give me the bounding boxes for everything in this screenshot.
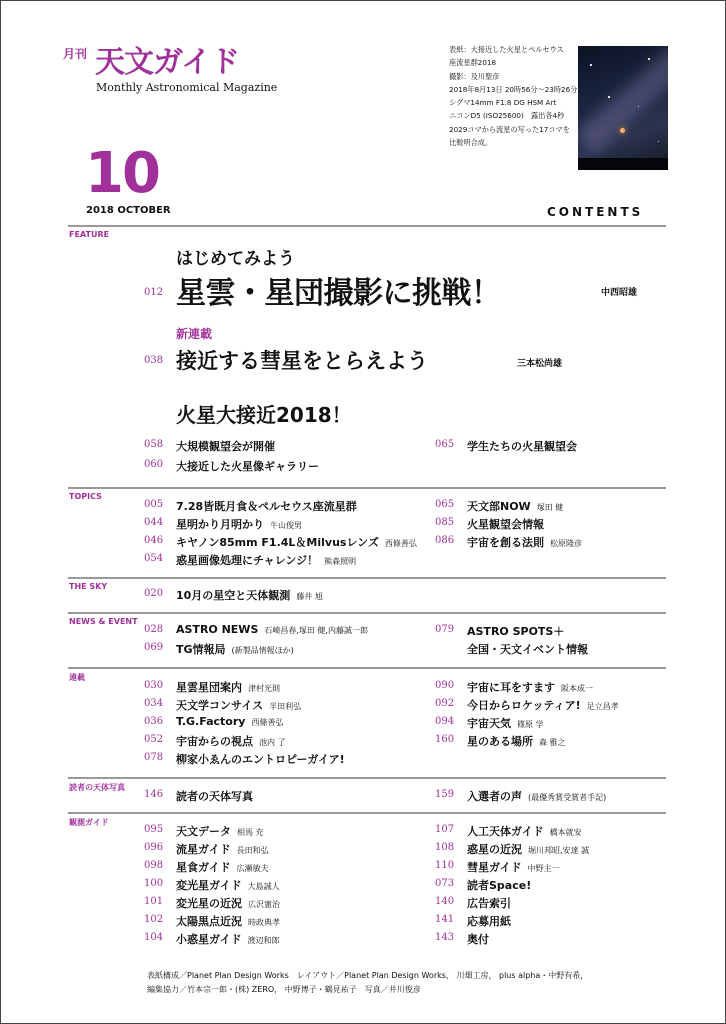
article-author: 森 雅之: [539, 738, 566, 747]
article-entry: [176, 715, 283, 728]
page-number: 044: [144, 517, 164, 528]
page-number: 036: [144, 716, 164, 727]
page-number: 146: [144, 789, 164, 800]
article-title: 人工天体ガイド: [467, 825, 544, 838]
article-author: 足立昌孝: [586, 702, 619, 711]
section-divider: [68, 667, 666, 669]
page-number: 005: [144, 499, 164, 510]
article-author: 藤井 旭: [296, 592, 323, 601]
article-author: 時政典孝: [248, 918, 280, 927]
article-entry: [176, 859, 269, 875]
page-number: 094: [435, 716, 455, 727]
feature-kicker: はじめてみよう: [176, 249, 295, 269]
article-author: 篠原 学: [517, 720, 544, 729]
article-entry: [467, 697, 619, 713]
section-label-sky: THE SKY: [69, 582, 108, 591]
logo-monthly-mark: 月刊: [63, 47, 88, 61]
magazine-logo: 天文ガイド: [95, 45, 240, 80]
article-title: キヤノン85mm F1.4L＆Milvusレンズ: [176, 536, 379, 549]
new-serial-label: 新連載: [176, 327, 213, 341]
article-author: 相馬 充: [237, 828, 264, 837]
article-author: 渡辺和郎: [247, 936, 280, 945]
article-entry: [176, 895, 280, 911]
article-entry: [176, 931, 280, 947]
feature-author: 中西昭雄: [601, 288, 638, 298]
article-entry: [176, 623, 368, 636]
article-entry: [467, 623, 564, 639]
section-label-feature: FEATURE: [69, 230, 110, 239]
article-title: 宇宙に耳をすます: [467, 681, 555, 694]
section-label-readers: 読者の天体写真: [69, 783, 125, 792]
article-title: 惑星の近況: [467, 843, 522, 856]
article-author: 橋本就安: [549, 828, 582, 837]
article-author: 阪本成一: [561, 684, 593, 693]
article-title: 彗星ガイド: [467, 861, 522, 874]
page-number: 034: [144, 698, 164, 709]
article-author: 中野主一: [527, 864, 560, 873]
article-title: 柳家小ゑんのエントロピーガイア!: [176, 753, 345, 766]
section-divider: [68, 612, 666, 614]
article-title: 読者の天体写真: [176, 790, 253, 803]
section-divider: [68, 812, 666, 814]
article-title: 宇宙からの視点: [176, 735, 253, 748]
page-number: 078: [144, 752, 164, 763]
cover-credit-note: 表紙：大接近した火星とペルセウス 座流星群2018 撮影：及川聖彦 2018年8月13日 20時56分〜23時26分 シグマ14mm F1.8 DG HSM Art ニコンD5 (ISO25600) 露出各4秒 2029コマから流星の写った17コマを 比較明合成。: [449, 45, 578, 148]
page-number: 086: [435, 535, 455, 546]
issue-number: 10: [85, 141, 159, 206]
page-number: 095: [144, 824, 164, 835]
article-entry: [467, 931, 489, 947]
article-author: (新製品情報ほか): [231, 646, 294, 655]
article-entry: [176, 788, 253, 804]
page-number: 096: [144, 842, 164, 853]
page-number: 030: [144, 680, 164, 691]
page-number: 090: [435, 680, 455, 691]
article-author: 長田和弘: [236, 846, 269, 855]
article-author: 塚田 健: [536, 503, 564, 512]
article-author: 津村光則: [248, 684, 280, 693]
article-entry: [176, 697, 301, 713]
article-title: 今日からロケッティア!: [467, 699, 581, 712]
article-entry: [467, 788, 606, 804]
article-title: 惑星画像処理にチャレンジ！: [176, 554, 319, 567]
article-title: 7.28皆既月食＆ペルセウス座流星群: [176, 500, 357, 513]
page-number: 101: [144, 896, 164, 907]
article-entry: [467, 534, 582, 550]
article-author: 松原隆彦: [550, 539, 582, 548]
article-title: 流星ガイド: [176, 843, 231, 856]
article-author: 石崎昌春,塚田 健,内藤誠一郎: [264, 626, 369, 635]
article-title: 入選者の声: [467, 790, 522, 803]
article-entry: [467, 516, 544, 532]
article-author: (最優秀賞受賞者手記): [528, 793, 607, 802]
article-title: 宇宙天気: [467, 717, 511, 730]
article-title: 太陽黒点近況: [176, 915, 242, 928]
article-title: 学生たちの火星観望会: [467, 440, 577, 453]
article-author: 西條善弘: [384, 539, 417, 548]
page-number: 108: [435, 842, 455, 853]
section-label-news: NEWS & EVENT: [69, 617, 138, 626]
article-title: 火星観望会情報: [467, 518, 544, 531]
page-number: 046: [144, 535, 164, 546]
article-entry: [176, 641, 294, 657]
article-title: 星食ガイド: [176, 861, 231, 874]
article-entry: [467, 877, 531, 893]
page-number: 054: [144, 553, 164, 564]
article-title: 広告索引: [467, 897, 511, 910]
article-entry: [176, 841, 269, 857]
article-entry: [467, 498, 563, 514]
article-author: 牛山俊男: [270, 521, 302, 530]
article-entry: [176, 751, 345, 767]
article-author: 池内 了: [259, 738, 286, 747]
article-title: 星のある場所: [467, 735, 533, 748]
article-entry: [176, 498, 357, 514]
page-number: 060: [144, 459, 164, 470]
article-entry: [176, 534, 417, 550]
article-title: 全国・天文イベント情報: [467, 643, 588, 656]
page-number: 058: [144, 439, 164, 450]
section-label-topics: TOPICS: [69, 492, 102, 501]
article-title: 天文部NOW: [467, 500, 531, 513]
article-title: 小惑星ガイド: [176, 933, 242, 946]
section-divider: [68, 777, 666, 779]
page-number: 098: [144, 860, 164, 871]
article-entry: [176, 679, 280, 695]
article-author: 広瀬敏夫: [236, 864, 269, 873]
feature-title: 接近する彗星をとらえよう: [176, 349, 428, 373]
article-entry: [467, 841, 589, 857]
magazine-subtitle: Monthly Astronomical Magazine: [96, 81, 278, 94]
feature-title: 星雲・星団撮影に挑戦！: [176, 276, 501, 311]
page-number: 102: [144, 914, 164, 925]
contents-heading: CONTENTS: [547, 205, 644, 219]
article-title: 変光星の近況: [176, 897, 242, 910]
article-title: 星雲星団案内: [176, 681, 242, 694]
page-number: 160: [435, 734, 455, 745]
cover-photo-thumbnail: [578, 46, 668, 170]
page-number: 159: [435, 789, 455, 800]
page-number: 073: [435, 878, 455, 889]
article-entry: [467, 733, 566, 749]
article-author: 広沢憲治: [248, 900, 280, 909]
page-number: 104: [144, 932, 164, 943]
article-entry: [467, 641, 588, 657]
article-entry: [176, 913, 280, 929]
article-title: 10月の星空と天体観測: [176, 589, 291, 602]
page-number: 020: [144, 588, 164, 599]
article-entry: [176, 733, 286, 749]
article-title: 星明かり月明かり: [176, 518, 264, 531]
credits: 表紙構成／Planet Plan Design Works レイアウト／Planet Plan Design Works， 川畑工房， plus alpha・中野有希， 編集協力／竹本宗一郎・(株) ZERO， 中野博子・鶴見祐子 写真／井川俊彦: [147, 971, 589, 994]
feature-author: 三本松尚雄: [517, 359, 563, 369]
article-entry: [467, 823, 582, 839]
page-number: 110: [435, 860, 455, 871]
article-author: 堀川邦昭,安達 誠: [528, 846, 590, 855]
page-number: 028: [144, 624, 164, 635]
page-number: 012: [144, 287, 164, 298]
article-title: 応募用紙: [467, 915, 511, 928]
article-title: 奥付: [467, 933, 489, 946]
article-title: 大接近した火星像ギャラリー: [176, 460, 319, 473]
page-number: 079: [435, 624, 455, 635]
article-entry: [467, 859, 560, 875]
article-entry: [467, 895, 511, 911]
article-entry: [176, 587, 323, 603]
article-entry: [467, 679, 593, 695]
page-number: 065: [435, 499, 455, 510]
section-label-serial: 連載: [69, 673, 85, 682]
issue-month: 2018 OCTOBER: [86, 205, 171, 216]
page-number: 100: [144, 878, 164, 889]
article-author: 半田利弘: [269, 702, 302, 711]
article-title: T.G.Factory: [176, 715, 246, 728]
article-title: 天文データ: [176, 825, 231, 838]
article-title: 読者Space!: [467, 879, 532, 892]
page-number: 143: [435, 932, 455, 943]
article-entry: [467, 913, 511, 929]
section-divider: [68, 225, 666, 227]
article-title: ASTRO SPOTS＋: [467, 625, 565, 638]
article-entry: [176, 552, 356, 568]
page-number: 038: [144, 355, 164, 366]
page-number: 052: [144, 734, 164, 745]
page-number: 141: [435, 914, 455, 925]
page-number: 065: [435, 439, 455, 450]
article-entry: [176, 516, 302, 532]
article-entry: [467, 715, 544, 731]
article-author: 西條善弘: [251, 718, 284, 727]
article-author: 熊森照明: [324, 557, 357, 566]
article-title: 天文学コンサイス: [176, 699, 264, 712]
article-title: TG情報局: [176, 643, 226, 656]
section-label-guide: 観測ガイド: [69, 818, 109, 827]
mars-feature-title: 火星大接近2018！: [176, 403, 352, 427]
article-title: 宇宙を創る法則: [467, 536, 544, 549]
page-number: 107: [435, 824, 455, 835]
page-number: 140: [435, 896, 455, 907]
page-number: 085: [435, 517, 455, 528]
article-entry: [176, 877, 280, 893]
section-divider: [68, 577, 666, 579]
page-number: 069: [144, 642, 164, 653]
section-divider: [68, 487, 666, 489]
article-entry: [176, 823, 264, 839]
article-title: ASTRO NEWS: [176, 623, 259, 636]
article-author: 大島誠人: [247, 882, 280, 891]
page-number: 092: [435, 698, 455, 709]
article-title: 変光星ガイド: [176, 879, 242, 892]
article-title: 大規模観望会が開催: [176, 440, 275, 453]
